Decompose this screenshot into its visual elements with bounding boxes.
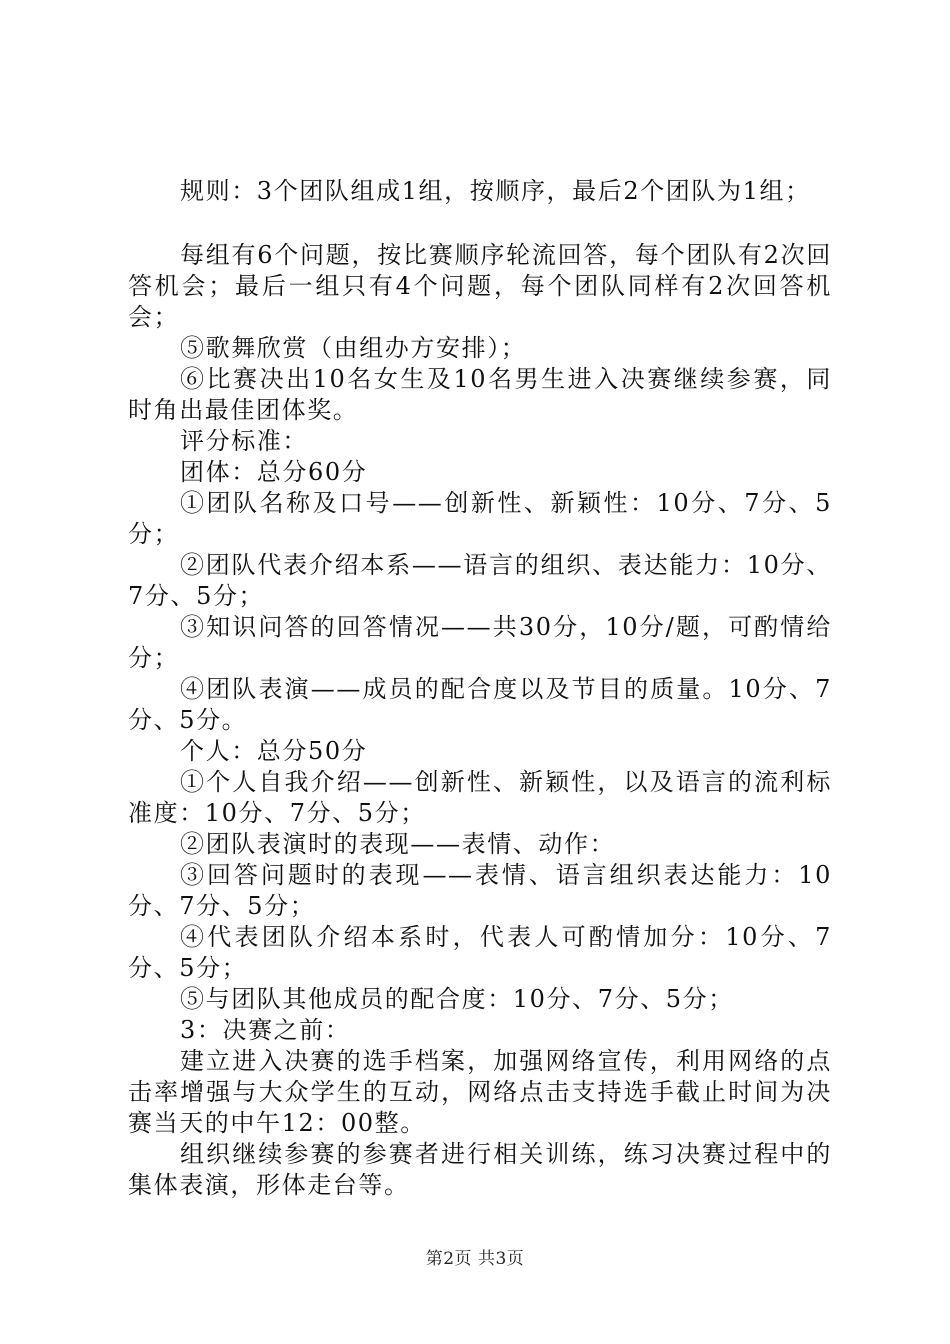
paragraph-individual-item-5: ⑤与团队其他成员的配合度：10分、7分、5分； <box>180 985 734 1013</box>
paragraph-individual-item-2: ②团队表演时的表现——表情、动作： <box>180 830 616 858</box>
paragraph-training: 组织继续参赛的参赛者进行相关训练，练习决赛过程中的集体表演，形体走台等。 <box>128 1140 832 1199</box>
paragraph-team-total: 团体：总分60分 <box>180 458 368 486</box>
paragraph-individual-item-3: ③回答问题时的表现——表情、语言组织表达能力：10分、7分、5分； <box>128 861 832 920</box>
paragraph-individual-item-1: ①个人自我介绍——创新性、新颖性，以及语言的流利标准度：10分、7分、5分； <box>128 768 832 827</box>
paragraph-team-item-2: ②团队代表介绍本系——语言的组织、表达能力：10分、7分、5分； <box>128 551 832 610</box>
paragraph-question-rules: 每组有6个问题，按比赛顺序轮流回答，每个团队有2次回答机会；最后一组只有4个问题，每个团队同样有2次回答机会； <box>128 241 832 331</box>
paragraph-individual-total: 个人：总分50分 <box>180 737 368 765</box>
paragraph-song-dance: ⑤歌舞欣赏（由组办方安排）； <box>180 334 527 362</box>
document-body <box>128 176 832 1201</box>
paragraph-rules: 规则：3个团队组成1组，按顺序，最后2个团队为1组； <box>180 177 811 205</box>
paragraph-before-finals: 3：决赛之前： <box>180 1016 351 1044</box>
paragraph-team-item-1: ①团队名称及口号——创新性、新颖性：10分、7分、5分； <box>128 489 832 548</box>
paragraph-finalist-archive: 建立进入决赛的选手档案，加强网络宣传，利用网络的点击率增强与大众学生的互动，网络点击支持选手截止时间为决赛当天的中午12：00整。 <box>128 1047 832 1137</box>
paragraph-scoring-heading: 评分标准： <box>180 427 308 455</box>
paragraph-finalists: ⑥比赛决出10名女生及10名男生进入决赛继续参赛，同时角出最佳团体奖。 <box>128 365 832 424</box>
paragraph-team-item-4: ④团队表演——成员的配合度以及节目的质量。10分、7分、5分。 <box>128 675 832 734</box>
page-footer: 第2页 共3页 <box>425 1249 525 1269</box>
paragraph-individual-item-4: ④代表团队介绍本系时，代表人可酌情加分：10分、7分、5分； <box>128 923 832 982</box>
paragraph-team-item-3: ③知识问答的回答情况——共30分，10分/题，可酌情给分； <box>128 613 832 672</box>
